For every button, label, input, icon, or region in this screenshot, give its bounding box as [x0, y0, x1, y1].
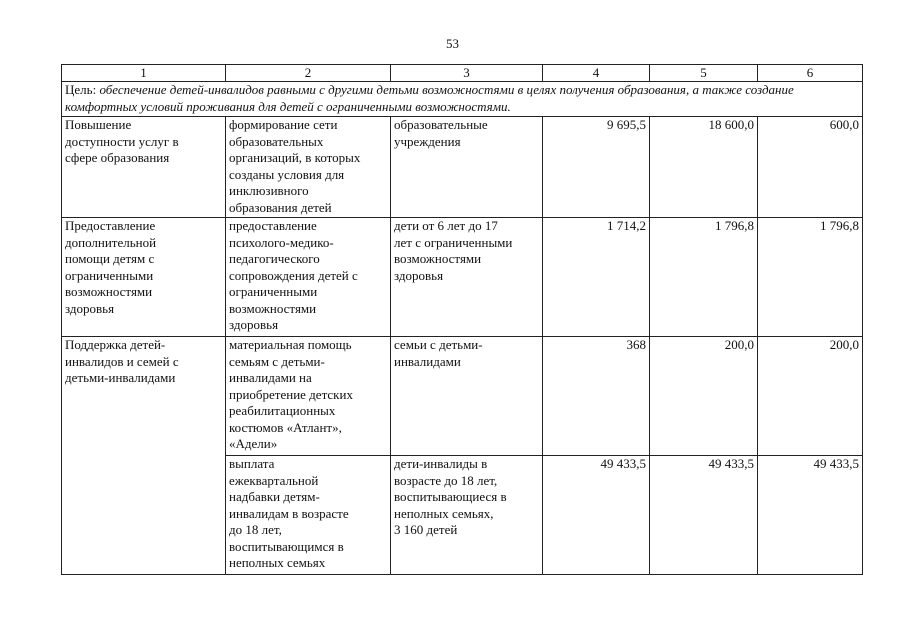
- table-row: [62, 337, 863, 456]
- goal-label: Цель:: [65, 82, 97, 97]
- header-cell: 2: [226, 65, 391, 82]
- header-cell: 6: [758, 65, 863, 82]
- activity-cell: Повышение доступности услуг в сфере образования: [62, 117, 226, 218]
- target-group-cell: семьи с детьми- инвалидами: [391, 337, 543, 456]
- target-group-cell: дети-инвалиды в возрасте до 18 лет, воспитывающиеся в неполных семьях, 3 160 детей: [391, 456, 543, 575]
- value-cell-col6: 49 433,5: [758, 456, 863, 575]
- value-cell-col4: 49 433,5: [543, 456, 650, 575]
- header-cell: 1: [62, 65, 226, 82]
- table-row: [62, 117, 863, 218]
- table-header-row: [62, 65, 863, 82]
- value-cell-col4: 368: [543, 337, 650, 456]
- measure-cell: предоставление психолого-медико- педагогического сопровождения детей с ограниченными возможностями здоровья: [226, 218, 391, 337]
- value-cell-col4: 9 695,5: [543, 117, 650, 218]
- measure-cell: формирование сети образовательных организаций, в которых созданы условия для инклюзивного образования детей: [226, 117, 391, 218]
- value-cell-col5: 200,0: [650, 337, 758, 456]
- activity-cell: Поддержка детей- инвалидов и семей с детьми-инвалидами: [62, 337, 226, 575]
- header-cell: 4: [543, 65, 650, 82]
- value-cell-col6: 600,0: [758, 117, 863, 218]
- header-cell: 3: [391, 65, 543, 82]
- goal-row: [62, 82, 863, 117]
- value-cell-col6: 1 796,8: [758, 218, 863, 337]
- value-cell-col5: 1 796,8: [650, 218, 758, 337]
- target-group-cell: дети от 6 лет до 17 лет с ограниченными возможностями здоровья: [391, 218, 543, 337]
- header-cell: 5: [650, 65, 758, 82]
- table-row: [62, 218, 863, 337]
- measure-cell: материальная помощь семьям с детьми- инвалидами на приобретение детских реабилитационных костюмов «Атлант», «Адели»: [226, 337, 391, 456]
- activity-cell: Предоставление дополнительной помощи детям с ограниченными возможностями здоровья: [62, 218, 226, 337]
- value-cell-col5: 49 433,5: [650, 456, 758, 575]
- goal-text: обеспечение детей-инвалидов равными с другими детьми возможностями в целях получения образования, а также создание комфортных условий проживания для детей с ограниченными возможностями.: [65, 82, 794, 114]
- value-cell-col4: 1 714,2: [543, 218, 650, 337]
- program-table: [61, 64, 863, 575]
- value-cell-col6: 200,0: [758, 337, 863, 456]
- page-number: 53: [446, 36, 459, 51]
- measure-cell: выплата ежеквартальной надбавки детям- инвалидам в возрасте до 18 лет, воспитывающимся в неполных семьях: [226, 456, 391, 575]
- target-group-cell: образовательные учреждения: [391, 117, 543, 218]
- goal-cell: [62, 82, 863, 117]
- value-cell-col5: 18 600,0: [650, 117, 758, 218]
